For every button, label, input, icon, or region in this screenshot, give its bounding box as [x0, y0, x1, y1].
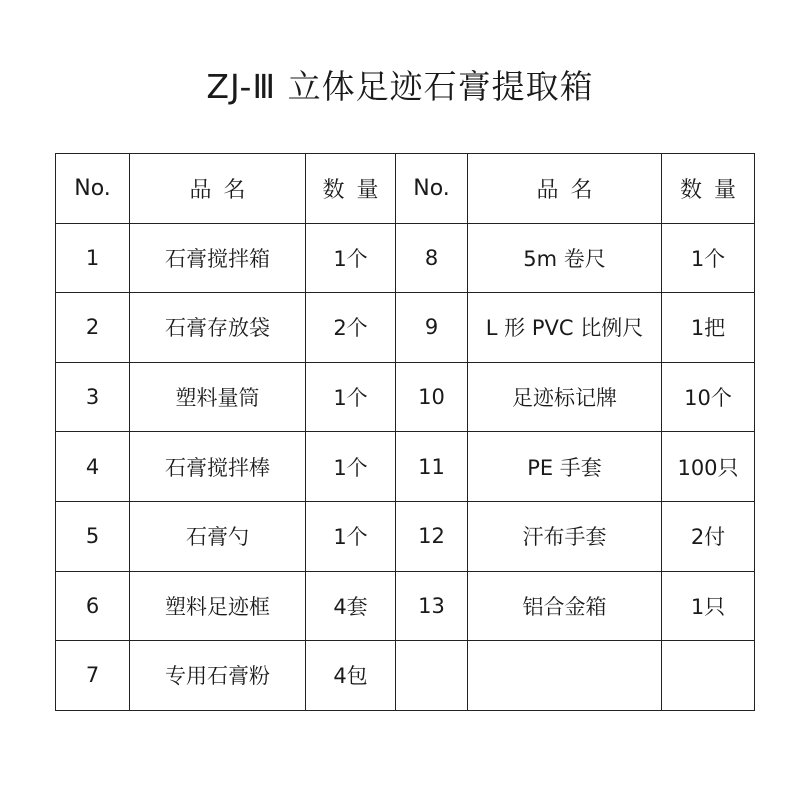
- table-row: [56, 223, 755, 293]
- right-item-name: 汗布手套: [468, 501, 662, 571]
- left-item-qty: 1个: [306, 223, 396, 293]
- left-item-qty: 4套: [306, 571, 396, 641]
- right-item-name: 5m 卷尺: [468, 223, 662, 293]
- left-item-qty: 4包: [306, 641, 396, 711]
- left-item-name: 专用石膏粉: [130, 641, 306, 711]
- inventory-table: [55, 153, 755, 711]
- table-row: [56, 293, 755, 363]
- right-item-name: [468, 641, 662, 711]
- right-item-qty: 2付: [662, 501, 755, 571]
- right-item-name: PE 手套: [468, 432, 662, 502]
- left-item-name: 石膏搅拌箱: [130, 223, 306, 293]
- right-item-no: 13: [396, 571, 468, 641]
- right-item-qty: 1只: [662, 571, 755, 641]
- right-item-no: 9: [396, 293, 468, 363]
- header-no-right: No.: [396, 154, 468, 224]
- left-item-qty: 1个: [306, 432, 396, 502]
- left-item-qty: 1个: [306, 501, 396, 571]
- right-item-name: 足迹标记牌: [468, 362, 662, 432]
- header-qty-left: 数量: [306, 154, 396, 224]
- left-item-name: 塑料量筒: [130, 362, 306, 432]
- left-item-no: 4: [56, 432, 130, 502]
- left-item-name: 塑料足迹框: [130, 571, 306, 641]
- table-header-row: [56, 154, 755, 224]
- page-title: ZJ-Ⅲ 立体足迹石膏提取箱: [206, 67, 594, 106]
- table-row: [56, 432, 755, 502]
- table-row: [56, 571, 755, 641]
- right-item-qty: 1把: [662, 293, 755, 363]
- table-row: [56, 501, 755, 571]
- left-item-no: 5: [56, 501, 130, 571]
- header-qty-right: 数量: [662, 154, 755, 224]
- left-item-name: 石膏存放袋: [130, 293, 306, 363]
- left-item-qty: 1个: [306, 362, 396, 432]
- right-item-qty: 10个: [662, 362, 755, 432]
- right-item-qty: 100只: [662, 432, 755, 502]
- right-item-no: 10: [396, 362, 468, 432]
- right-item-no: 12: [396, 501, 468, 571]
- left-item-name: 石膏搅拌棒: [130, 432, 306, 502]
- right-item-qty: [662, 641, 755, 711]
- left-item-no: 2: [56, 293, 130, 363]
- header-name-left: 品名: [130, 154, 306, 224]
- header-no-left: No.: [56, 154, 130, 224]
- left-item-no: 1: [56, 223, 130, 293]
- table-row: [56, 641, 755, 711]
- header-name-right: 品名: [468, 154, 662, 224]
- table-body: [56, 223, 755, 710]
- right-item-no: 8: [396, 223, 468, 293]
- left-item-no: 7: [56, 641, 130, 711]
- right-item-name: L 形 PVC 比例尺: [468, 293, 662, 363]
- left-item-name: 石膏勺: [130, 501, 306, 571]
- right-item-qty: 1个: [662, 223, 755, 293]
- table-row: [56, 362, 755, 432]
- right-item-no: 11: [396, 432, 468, 502]
- right-item-name: 铝合金箱: [468, 571, 662, 641]
- left-item-qty: 2个: [306, 293, 396, 363]
- left-item-no: 6: [56, 571, 130, 641]
- left-item-no: 3: [56, 362, 130, 432]
- right-item-no: [396, 641, 468, 711]
